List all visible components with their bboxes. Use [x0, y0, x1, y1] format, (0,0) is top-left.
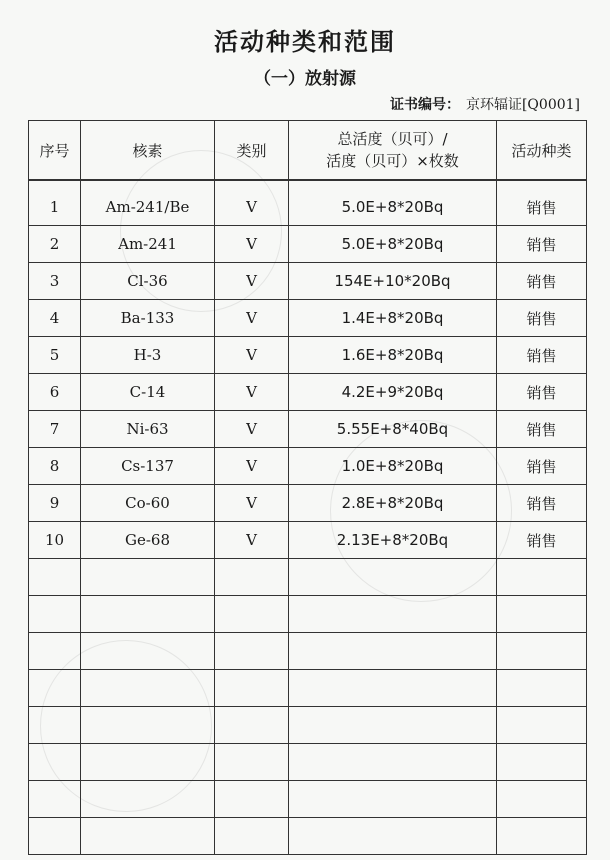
table-row	[29, 226, 587, 263]
cell-type: 销售	[497, 263, 587, 300]
blank-cell	[81, 818, 215, 855]
cell-activity: 1.6E+8*20Bq	[289, 337, 497, 374]
cell-nuclide: Am-241/Be	[81, 189, 215, 226]
cell-nuclide: Ba-133	[81, 300, 215, 337]
blank-cell	[29, 559, 81, 596]
cell-nuclide: Ni-63	[81, 411, 215, 448]
table-row	[29, 522, 587, 559]
cell-seq: 4	[29, 300, 81, 337]
blank-cell	[29, 818, 81, 855]
cell-activity: 1.4E+8*20Bq	[289, 300, 497, 337]
blank-cell	[497, 818, 587, 855]
blank-cell	[81, 633, 215, 670]
gap-cell	[29, 180, 81, 189]
cell-activity: 4.2E+9*20Bq	[289, 374, 497, 411]
cell-activity: 2.8E+8*20Bq	[289, 485, 497, 522]
cell-type: 销售	[497, 485, 587, 522]
blank-cell	[497, 596, 587, 633]
cell-seq: 5	[29, 337, 81, 374]
blank-row	[29, 744, 587, 781]
cell-activity: 154E+10*20Bq	[289, 263, 497, 300]
blank-cell	[289, 707, 497, 744]
cell-type: 销售	[497, 189, 587, 226]
gap-cell	[497, 180, 587, 189]
cell-category: V	[215, 226, 289, 263]
blank-cell	[215, 596, 289, 633]
cell-nuclide: C-14	[81, 374, 215, 411]
blank-cell	[289, 596, 497, 633]
cell-type: 销售	[497, 226, 587, 263]
table-row	[29, 189, 587, 226]
cell-type: 销售	[497, 448, 587, 485]
blank-cell	[29, 596, 81, 633]
blank-row	[29, 781, 587, 818]
gap-cell	[81, 180, 215, 189]
cell-category: V	[215, 337, 289, 374]
header-nuclide: 核素	[81, 121, 215, 181]
cell-seq: 1	[29, 189, 81, 226]
header-activity-line2: 活度（贝可）×枚数	[326, 152, 459, 170]
cell-seq: 10	[29, 522, 81, 559]
blank-cell	[497, 670, 587, 707]
cell-type: 销售	[497, 337, 587, 374]
cell-activity: 5.0E+8*20Bq	[289, 189, 497, 226]
cell-type: 销售	[497, 300, 587, 337]
blank-cell	[215, 744, 289, 781]
cell-seq: 9	[29, 485, 81, 522]
blank-cell	[81, 670, 215, 707]
cell-nuclide: Cl-36	[81, 263, 215, 300]
cell-seq: 6	[29, 374, 81, 411]
blank-cell	[289, 781, 497, 818]
certificate-value: 京环辐证[Q0001]	[465, 97, 580, 113]
blank-cell	[215, 818, 289, 855]
blank-cell	[215, 559, 289, 596]
cell-category: V	[215, 522, 289, 559]
blank-row	[29, 670, 587, 707]
blank-cell	[497, 633, 587, 670]
blank-cell	[29, 670, 81, 707]
section-subtitle: （一）放射源	[254, 69, 356, 89]
header-category: 类别	[215, 121, 289, 181]
blank-cell	[81, 781, 215, 818]
cell-type: 销售	[497, 374, 587, 411]
cell-activity: 5.0E+8*20Bq	[289, 226, 497, 263]
cell-category: V	[215, 448, 289, 485]
cell-seq: 8	[29, 448, 81, 485]
blank-cell	[497, 707, 587, 744]
table-row	[29, 374, 587, 411]
blank-cell	[29, 633, 81, 670]
cell-activity: 1.0E+8*20Bq	[289, 448, 497, 485]
table-row	[29, 411, 587, 448]
blank-row	[29, 633, 587, 670]
blank-cell	[29, 744, 81, 781]
header-seq: 序号	[29, 121, 81, 181]
blank-cell	[497, 744, 587, 781]
gap-cell	[215, 180, 289, 189]
table-header-row	[29, 121, 587, 181]
cell-seq: 7	[29, 411, 81, 448]
blank-cell	[497, 559, 587, 596]
blank-cell	[497, 781, 587, 818]
blank-cell	[215, 707, 289, 744]
cell-nuclide: Co-60	[81, 485, 215, 522]
blank-cell	[29, 707, 81, 744]
blank-row	[29, 596, 587, 633]
table-row	[29, 448, 587, 485]
cell-activity: 2.13E+8*20Bq	[289, 522, 497, 559]
blank-cell	[289, 559, 497, 596]
cell-nuclide: Cs-137	[81, 448, 215, 485]
blank-cell	[81, 559, 215, 596]
gap-cell	[289, 180, 497, 189]
blank-cell	[215, 633, 289, 670]
cell-category: V	[215, 189, 289, 226]
table-row	[29, 300, 587, 337]
blank-cell	[215, 670, 289, 707]
header-activity-line1: 总活度（贝可）/	[337, 130, 448, 148]
blank-row	[29, 818, 587, 855]
radioactive-source-table	[28, 120, 587, 855]
cell-seq: 2	[29, 226, 81, 263]
blank-cell	[289, 670, 497, 707]
cell-activity: 5.55E+8*40Bq	[289, 411, 497, 448]
cell-nuclide: H-3	[81, 337, 215, 374]
certificate-number	[390, 94, 580, 114]
cell-nuclide: Ge-68	[81, 522, 215, 559]
header-activity-type: 活动种类	[497, 121, 587, 181]
blank-cell	[289, 633, 497, 670]
cell-seq: 3	[29, 263, 81, 300]
table-row	[29, 485, 587, 522]
blank-row	[29, 559, 587, 596]
cell-category: V	[215, 263, 289, 300]
header-activity	[289, 121, 497, 181]
cell-type: 销售	[497, 411, 587, 448]
page-title: 活动种类和范围	[214, 28, 396, 56]
blank-cell	[81, 707, 215, 744]
cell-category: V	[215, 300, 289, 337]
cell-nuclide: Am-241	[81, 226, 215, 263]
cell-type: 销售	[497, 522, 587, 559]
blank-cell	[215, 781, 289, 818]
blank-cell	[81, 596, 215, 633]
certificate-label: 证书编号：	[389, 97, 460, 113]
blank-cell	[289, 818, 497, 855]
table-row	[29, 263, 587, 300]
table-body	[29, 180, 587, 855]
blank-cell	[289, 744, 497, 781]
cell-category: V	[215, 411, 289, 448]
table-row	[29, 337, 587, 374]
cell-category: V	[215, 485, 289, 522]
blank-cell	[81, 744, 215, 781]
header-gap-row	[29, 180, 587, 189]
cell-category: V	[215, 374, 289, 411]
blank-cell	[29, 781, 81, 818]
blank-row	[29, 707, 587, 744]
